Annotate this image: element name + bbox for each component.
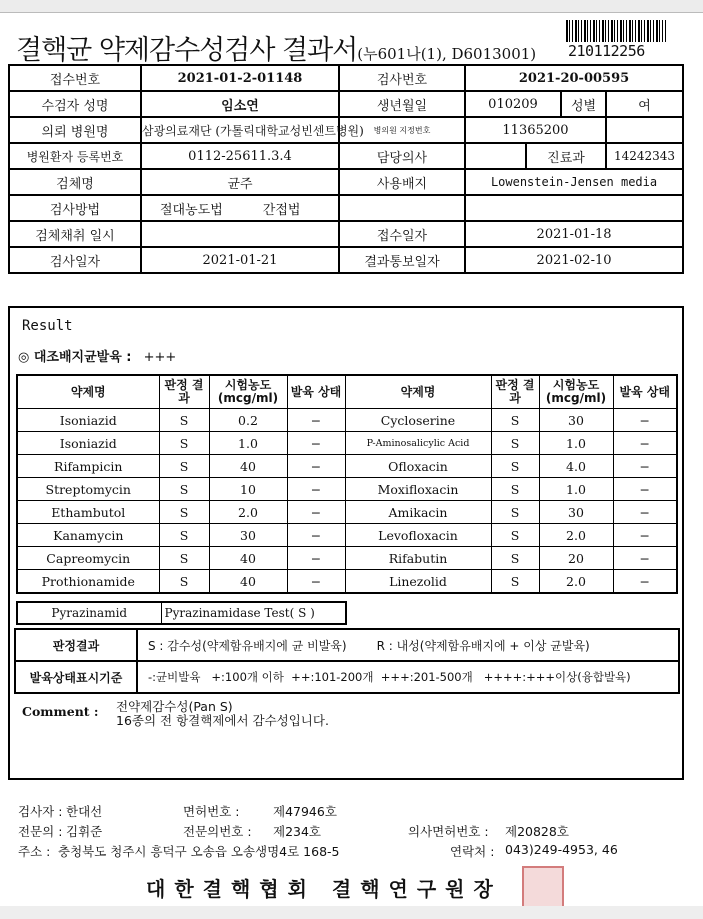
result-label: Result bbox=[22, 318, 73, 334]
pyrazinamid-label: Pyrazinamid bbox=[17, 602, 161, 624]
column-header: 시험농도 (mcg/ml) bbox=[209, 375, 287, 409]
growth-status: − bbox=[287, 570, 345, 594]
column-header: 시험농도 (mcg/ml) bbox=[539, 375, 613, 409]
control-label: ◎ 대조배지균발육 : bbox=[18, 350, 132, 365]
specialist: 김휘준 bbox=[66, 824, 103, 839]
info-row bbox=[9, 247, 683, 273]
column-header: 약제명 bbox=[345, 375, 491, 409]
info-row bbox=[9, 169, 683, 195]
label: 사용배지 bbox=[339, 169, 465, 195]
label: 병원환자 등록번호 bbox=[9, 143, 141, 169]
test-date: 2021-01-21 bbox=[141, 247, 339, 273]
report-date: 2021-02-10 bbox=[465, 247, 683, 273]
comment-line: 전약제감수성(Pan S) bbox=[116, 699, 233, 714]
method-absolute: 절대농도법 bbox=[160, 202, 223, 218]
contact: 043)249-4953, 46 bbox=[505, 842, 618, 857]
hospital-code: 11365200 bbox=[465, 117, 606, 143]
column-header: 약제명 bbox=[17, 375, 159, 409]
info-row bbox=[9, 221, 683, 247]
legend-table bbox=[14, 628, 680, 694]
birth-date: 010209 bbox=[465, 91, 561, 117]
doctor bbox=[465, 143, 526, 169]
judgement: S bbox=[491, 455, 539, 478]
test-concentration: 2.0 bbox=[539, 570, 613, 594]
patient-name: 임소연 bbox=[141, 91, 339, 117]
growth-value: -:균비발육 +:100개 이하 ++:101-200개 +++:201-500개 ++++:+++이상(융합발육) bbox=[137, 661, 679, 693]
judgement: S bbox=[159, 455, 209, 478]
growth-label: 발육상태표시기준 bbox=[15, 661, 137, 693]
test-concentration: 4.0 bbox=[539, 455, 613, 478]
growth-status: − bbox=[287, 524, 345, 547]
license: 제47946호 bbox=[273, 804, 337, 819]
pyrazinamid-value: Pyrazinamidase Test( S ) bbox=[161, 602, 346, 624]
label: 의뢰 병원명 bbox=[9, 117, 141, 143]
label: 검체명 bbox=[9, 169, 141, 195]
department: 14242343 bbox=[606, 143, 683, 169]
pyrazinamid-table bbox=[16, 601, 347, 625]
growth-status: − bbox=[613, 409, 677, 432]
growth-status: − bbox=[613, 570, 677, 594]
drug-name: Ofloxacin bbox=[345, 455, 491, 478]
info-row bbox=[9, 143, 683, 169]
document-title bbox=[16, 28, 536, 67]
collection-date bbox=[141, 221, 339, 247]
growth-status: − bbox=[613, 501, 677, 524]
label: 생년월일 bbox=[339, 91, 465, 117]
test-concentration: 30 bbox=[539, 501, 613, 524]
susceptibility-table bbox=[16, 374, 678, 594]
test-concentration: 2.0 bbox=[539, 524, 613, 547]
test-concentration: 30 bbox=[539, 409, 613, 432]
drug-name: Prothionamide bbox=[17, 570, 159, 594]
growth-status: − bbox=[287, 432, 345, 455]
title-text: 결핵균 약제감수성검사 결과서 bbox=[16, 35, 358, 66]
label: 검체채취 일시 bbox=[9, 221, 141, 247]
drug-name: Levofloxacin bbox=[345, 524, 491, 547]
column-header: 판정 결과 bbox=[159, 375, 209, 409]
drug-name: Linezolid bbox=[345, 570, 491, 594]
test-concentration: 1.0 bbox=[209, 432, 287, 455]
growth-status: − bbox=[613, 455, 677, 478]
label: 결과통보일자 bbox=[339, 247, 465, 273]
label: 검사번호 bbox=[339, 65, 465, 91]
judgement: S bbox=[159, 409, 209, 432]
column-header: 발육 상태 bbox=[287, 375, 345, 409]
drug-name: Capreomycin bbox=[17, 547, 159, 570]
test-concentration: 1.0 bbox=[539, 478, 613, 501]
title-code: (누601나(1), D6013001) bbox=[357, 45, 537, 63]
empty-cell bbox=[465, 195, 683, 221]
growth-status: − bbox=[287, 478, 345, 501]
hospital-name: 삼광의료재단 (가톨릭대학교성빈센트병원) bbox=[141, 117, 339, 143]
barcode-number: 210112256 bbox=[568, 42, 645, 60]
official-seal bbox=[522, 866, 564, 908]
judgement: S bbox=[159, 432, 209, 455]
growth-status: − bbox=[287, 409, 345, 432]
label: 검사일자 bbox=[9, 247, 141, 273]
test-concentration: 40 bbox=[209, 455, 287, 478]
label: 검사방법 bbox=[9, 195, 141, 221]
table-row bbox=[17, 478, 677, 501]
growth-status: − bbox=[613, 547, 677, 570]
test-number: 2021-20-00595 bbox=[465, 65, 683, 91]
drug-name: Kanamycin bbox=[17, 524, 159, 547]
drug-name: P-Aminosalicylic Acid bbox=[345, 432, 491, 455]
license-label: 면허번호 : bbox=[183, 804, 240, 819]
test-concentration: 20 bbox=[539, 547, 613, 570]
column-header: 발육 상태 bbox=[613, 375, 677, 409]
doctor-license: 제20828호 bbox=[505, 824, 569, 839]
judge-s: S : 감수성(약제함유배지에 균 비발육) bbox=[148, 638, 347, 653]
address: 충청북도 청주시 흥덕구 오송읍 오송생명4로 168-5 bbox=[58, 844, 340, 859]
test-concentration: 2.0 bbox=[209, 501, 287, 524]
table-row bbox=[17, 547, 677, 570]
judgement: S bbox=[491, 409, 539, 432]
judgement: S bbox=[159, 501, 209, 524]
column-header: 판정 결과 bbox=[491, 375, 539, 409]
patient-info-table bbox=[8, 64, 684, 274]
judge-label: 판정결과 bbox=[15, 629, 137, 661]
label: 접수일자 bbox=[339, 221, 465, 247]
info-row bbox=[9, 91, 683, 117]
test-concentration: 10 bbox=[209, 478, 287, 501]
sex: 여 bbox=[606, 91, 683, 117]
table-row bbox=[17, 409, 677, 432]
growth-status: − bbox=[613, 478, 677, 501]
received-date: 2021-01-18 bbox=[465, 221, 683, 247]
judgement: S bbox=[159, 547, 209, 570]
receipt-number: 2021-01-2-01148 bbox=[141, 65, 339, 91]
barcode bbox=[566, 20, 666, 42]
label: 담당의사 bbox=[339, 143, 465, 169]
organization-name: 대한결핵협회 결핵연구원장 bbox=[146, 877, 502, 901]
drug-name: Isoniazid bbox=[17, 409, 159, 432]
table-row bbox=[17, 524, 677, 547]
judgement: S bbox=[491, 478, 539, 501]
header-row bbox=[17, 375, 677, 409]
test-concentration: 0.2 bbox=[209, 409, 287, 432]
test-concentration: 30 bbox=[209, 524, 287, 547]
contact-label: 연락처 : bbox=[450, 844, 495, 859]
test-concentration: 1.0 bbox=[539, 432, 613, 455]
tester-label: 검사자 : bbox=[18, 804, 63, 819]
info-row bbox=[9, 117, 683, 143]
judgement: S bbox=[491, 501, 539, 524]
growth-status: − bbox=[613, 524, 677, 547]
control-growth bbox=[18, 346, 176, 365]
table-row bbox=[17, 501, 677, 524]
info-row bbox=[9, 65, 683, 91]
judgement: S bbox=[159, 570, 209, 594]
viewer-top-bar bbox=[0, 0, 703, 13]
judgement: S bbox=[159, 478, 209, 501]
judgement: S bbox=[159, 524, 209, 547]
table-row bbox=[17, 432, 677, 455]
drug-name: Ethambutol bbox=[17, 501, 159, 524]
table-row bbox=[17, 570, 677, 594]
drug-name: Rifabutin bbox=[345, 547, 491, 570]
label: 접수번호 bbox=[9, 65, 141, 91]
address-label: 주소 : bbox=[18, 844, 51, 859]
judgement: S bbox=[491, 432, 539, 455]
test-concentration: 40 bbox=[209, 547, 287, 570]
growth-status: − bbox=[287, 455, 345, 478]
table-row bbox=[17, 455, 677, 478]
drug-name: Streptomycin bbox=[17, 478, 159, 501]
judgement: S bbox=[491, 547, 539, 570]
judgement: S bbox=[491, 570, 539, 594]
comment-label: Comment : bbox=[22, 704, 99, 719]
specialist-no-label: 전문의번호 : bbox=[183, 824, 252, 839]
drug-name: Cycloserine bbox=[345, 409, 491, 432]
control-value: +++ bbox=[143, 350, 177, 365]
drug-name: Moxifloxacin bbox=[345, 478, 491, 501]
specialist-no: 제234호 bbox=[273, 824, 322, 839]
label: 진료과 bbox=[526, 143, 606, 169]
specimen: 균주 bbox=[141, 169, 339, 195]
drug-name: Isoniazid bbox=[17, 432, 159, 455]
growth-status: − bbox=[287, 547, 345, 570]
judgement: S bbox=[491, 524, 539, 547]
patient-registration: 0112-25611.3.4 bbox=[141, 143, 339, 169]
medium: Lowenstein-Jensen media bbox=[465, 169, 683, 195]
label: 성별 bbox=[561, 91, 606, 117]
empty-cell bbox=[339, 195, 465, 221]
test-concentration: 40 bbox=[209, 570, 287, 594]
label: 수검자 성명 bbox=[9, 91, 141, 117]
judge-r: R : 내성(약제함유배지에 + 이상 균발육) bbox=[376, 638, 590, 653]
method-indirect: 간접법 bbox=[262, 202, 301, 218]
doctor-license-label: 의사면허번호 : bbox=[408, 824, 489, 839]
growth-status: − bbox=[287, 501, 345, 524]
comment-line: 16종의 전 항결핵제에서 감수성입니다. bbox=[116, 713, 329, 728]
drug-name: Amikacin bbox=[345, 501, 491, 524]
growth-status: − bbox=[613, 432, 677, 455]
label: 병의원 지정번호 bbox=[339, 117, 465, 143]
specialist-label: 전문의 : bbox=[18, 824, 63, 839]
viewer-bottom-bar bbox=[0, 906, 703, 919]
info-row bbox=[9, 195, 683, 221]
tester: 한대선 bbox=[66, 804, 103, 819]
drug-name: Rifampicin bbox=[17, 455, 159, 478]
